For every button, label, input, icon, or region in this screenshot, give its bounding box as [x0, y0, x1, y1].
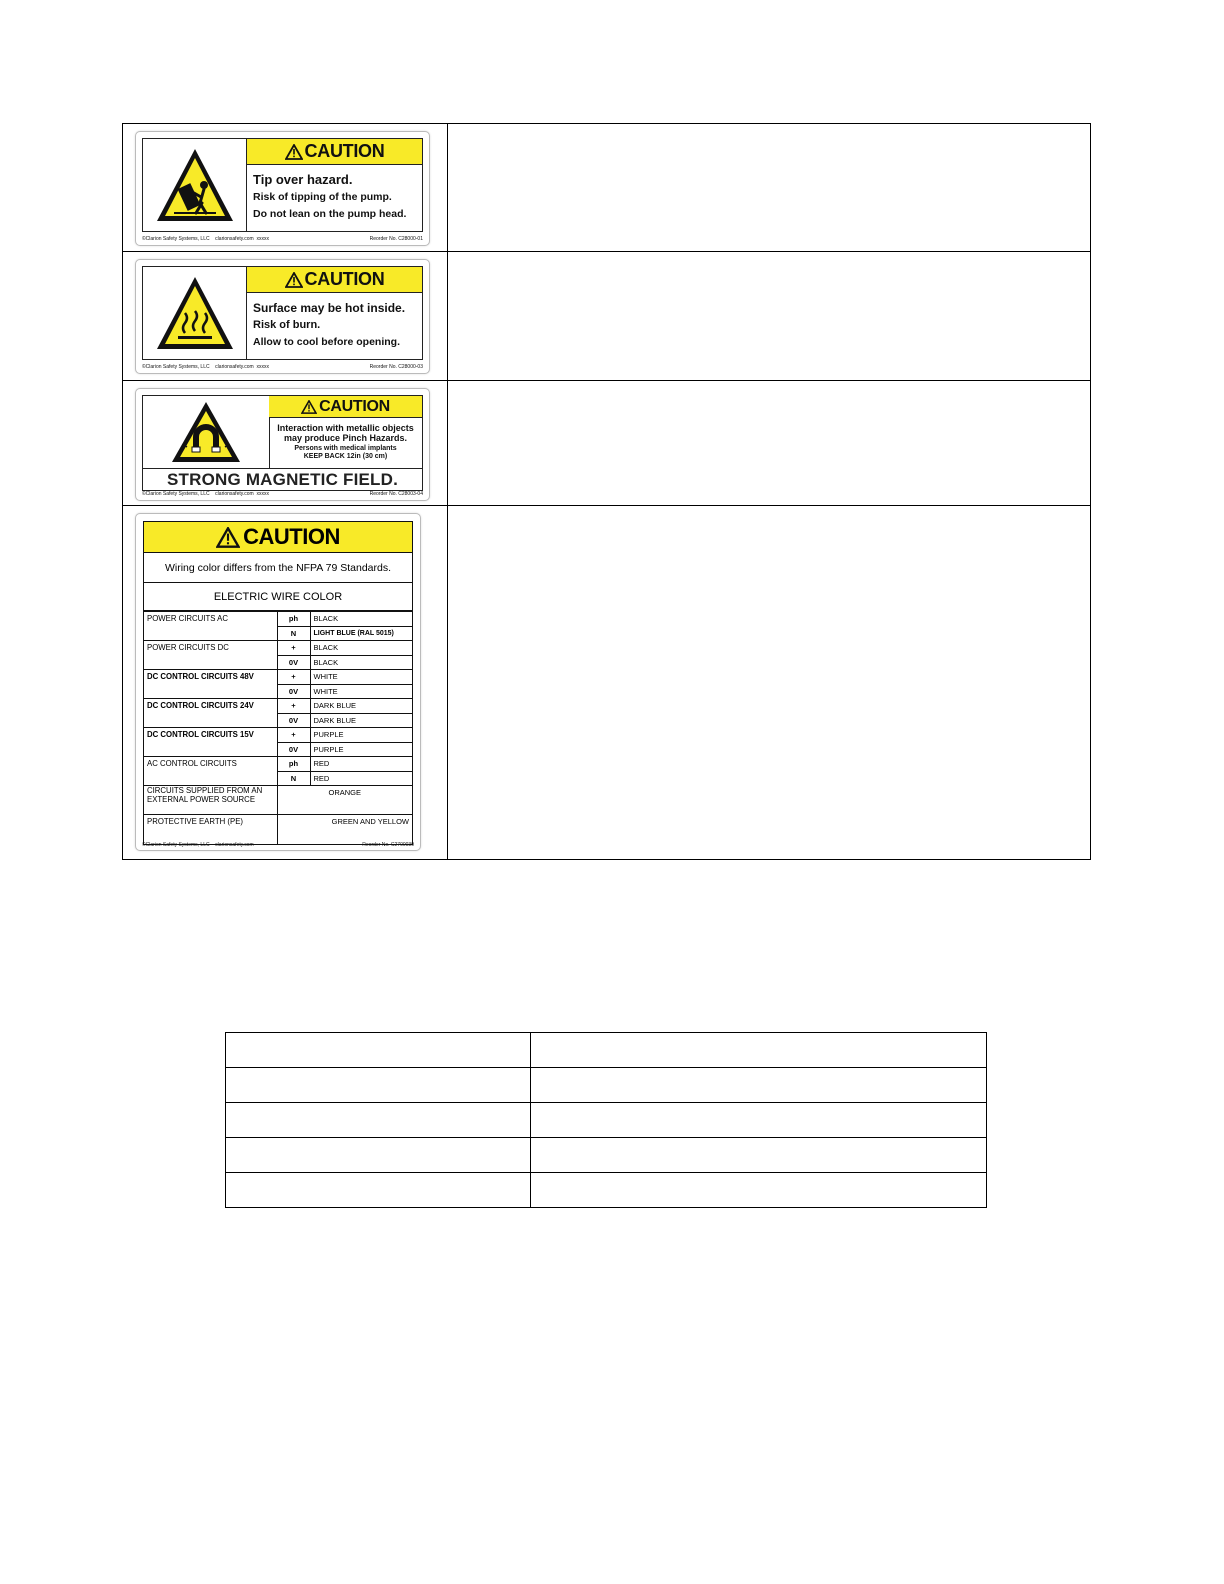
caution-sticker-hot-surface	[135, 259, 430, 374]
wire-row: 0V PURPLE	[144, 742, 412, 757]
caution-header: CAUTION	[269, 396, 422, 418]
wire-row: PROTECTIVE EARTH (PE) GREEN AND YELLOW	[144, 815, 412, 844]
wire-row: POWER CIRCUITS AC ph BLACK	[144, 612, 412, 627]
wire-row: DC CONTROL CIRCUITS 24V + DARK BLUE	[144, 699, 412, 714]
sticker-footer: ©Clarion Safety Systems, LLC clarionsafety.com xxxxx Reorder No. C28000-01	[142, 236, 423, 242]
wire-row: N LIGHT BLUE (RAL 5015)	[144, 626, 412, 641]
caution-message: Interaction with metallic objects may produce Pinch Hazards. Persons with medical implants KEEP BACK 12in (30 cm)	[277, 423, 414, 460]
caution-sticker-tip-over	[135, 131, 430, 246]
wire-row: 0V DARK BLUE	[144, 713, 412, 728]
caution-message: Surface may be hot inside. Risk of burn. Allow to cool before opening.	[253, 301, 406, 348]
label-image-cell	[123, 252, 448, 381]
warning-triangle-icon	[301, 400, 317, 414]
wire-row: CIRCUITS SUPPLIED FROM AN EXTERNAL POWER SOURCE ORANGE	[144, 786, 412, 815]
caution-header: CAUTION	[247, 139, 422, 165]
hot-surface-icon	[143, 267, 247, 359]
table-row	[226, 1103, 987, 1138]
sticker-footer: ©Clarion Safety Systems, LLC clarionsafety.com xxxxx Reorder No. C28003-04	[142, 491, 423, 497]
caution-header: CAUTION	[144, 522, 412, 553]
table-row	[226, 1138, 987, 1173]
label-description-cell	[448, 506, 1091, 860]
label-description-cell	[448, 124, 1091, 252]
magnetic-field-banner: STRONG MAGNETIC FIELD.	[143, 468, 422, 490]
table-row	[226, 1068, 987, 1103]
wire-row: DC CONTROL CIRCUITS 15V + PURPLE	[144, 728, 412, 743]
label-image-cell	[123, 506, 448, 860]
caution-message: Tip over hazard. Risk of tipping of the pump. Do not lean on the pump head.	[253, 172, 407, 220]
warning-triangle-icon	[285, 272, 303, 288]
label-image-cell	[123, 381, 448, 506]
label-row	[123, 506, 1091, 860]
label-row	[123, 252, 1091, 381]
table-row	[226, 1173, 987, 1208]
wire-row: POWER CIRCUITS DC + BLACK	[144, 641, 412, 656]
wire-chart-heading: ELECTRIC WIRE COLOR	[144, 583, 412, 611]
wire-color-table	[144, 611, 412, 844]
wire-row: N RED	[144, 771, 412, 786]
warning-triangle-icon	[216, 527, 240, 548]
wire-row: AC CONTROL CIRCUITS ph RED	[144, 757, 412, 772]
wire-color-chart-sticker	[135, 513, 421, 851]
label-row	[123, 381, 1091, 506]
wire-row: 0V BLACK	[144, 655, 412, 670]
label-row	[123, 124, 1091, 252]
sticker-footer: ©Clarion Safety Systems, LLC clarionsafety.com xxxxx Reorder No. C28000-03	[142, 364, 423, 370]
caution-header: CAUTION	[247, 267, 422, 293]
table-row	[226, 1033, 987, 1068]
label-description-cell	[448, 381, 1091, 506]
caution-sticker-magnetic-field	[135, 388, 430, 501]
label-description-cell	[448, 252, 1091, 381]
wire-chart-subtitle: Wiring color differs from the NFPA 79 Standards.	[144, 553, 412, 583]
wire-row: DC CONTROL CIRCUITS 48V + WHITE	[144, 670, 412, 685]
label-image-cell	[123, 124, 448, 252]
magnet-icon	[143, 396, 269, 468]
safety-labels-table	[122, 123, 1091, 860]
warning-triangle-icon	[285, 144, 303, 160]
empty-table	[225, 1032, 987, 1208]
tip-over-icon	[143, 139, 247, 231]
wire-row: 0V WHITE	[144, 684, 412, 699]
sticker-footer: ©Clarion Safety Systems, LLC clarionsafety.com Reorder No. C2700039	[142, 842, 414, 848]
